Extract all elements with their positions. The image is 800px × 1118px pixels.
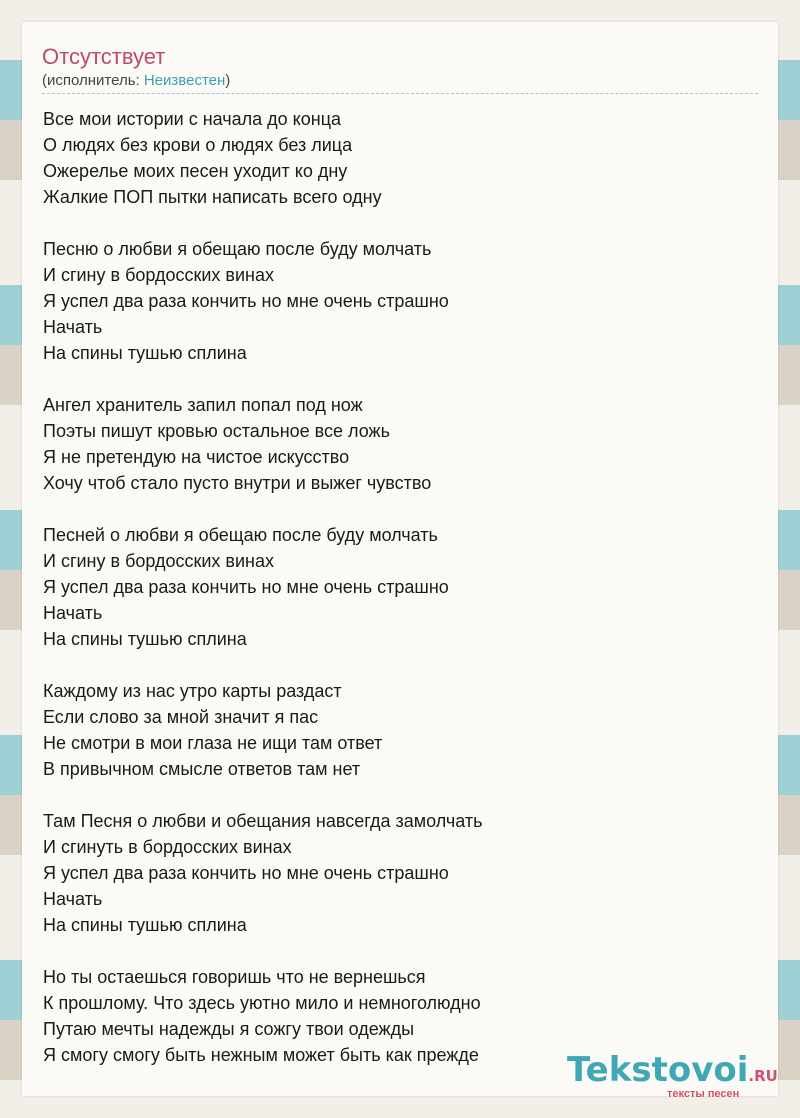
lyrics-line: Там Песня о любви и обещания навсегда замолчать	[43, 811, 483, 831]
lyrics-line: Но ты остаешься говоришь что не вернешься	[43, 967, 426, 987]
lyrics-line: Не смотри в мои глаза не ищи там ответ	[43, 733, 383, 753]
lyrics-line: Я не претендую на чистое искусство	[43, 447, 350, 467]
artist-line	[42, 72, 230, 89]
lyrics-line: Путаю мечты надежды я сожгу твои одежды	[43, 1019, 415, 1039]
lyrics-line: Начать	[43, 889, 103, 909]
lyrics-body	[43, 106, 753, 1094]
lyrics-line: Жалкие ПОП пытки написать всего одну	[43, 187, 382, 207]
logo-domain: .RU	[748, 1067, 778, 1085]
lyrics-line: И сгину в бордосских винах	[43, 265, 274, 285]
lyrics-line: В привычном смысле ответов там нет	[43, 759, 361, 779]
lyrics-stanza	[43, 106, 753, 210]
logo-wordmark: Tekstovoi	[567, 1050, 749, 1090]
title-divider	[42, 93, 758, 94]
lyrics-line: Начать	[43, 317, 103, 337]
artist-link[interactable]: Неизвестен	[143, 72, 226, 89]
lyrics-line: На спины тушью сплина	[43, 915, 247, 935]
lyrics-line: На спины тушью сплина	[43, 629, 247, 649]
lyrics-line: Песню о любви я обещаю после буду молчать	[43, 239, 432, 259]
lyrics-line: Хочу чтоб стало пусто внутри и выжег чувство	[43, 473, 432, 493]
lyrics-line: Я смогу смогу быть нежным может быть как прежде	[43, 1045, 479, 1065]
lyrics-line: Я успел два раза кончить но мне очень страшно	[43, 863, 449, 883]
lyrics-stanza	[43, 522, 753, 652]
lyrics-line: Поэты пишут кровью остальное все ложь	[43, 421, 390, 441]
lyrics-line: Все мои истории с начала до конца	[43, 109, 342, 129]
lyrics-line: Ожерелье моих песен уходит ко дну	[43, 161, 348, 181]
site-logo[interactable]	[567, 1050, 777, 1100]
lyrics-line: Ангел хранитель запил попал под нож	[43, 395, 363, 415]
lyrics-line: Каждому из нас утро карты раздаст	[43, 681, 342, 701]
lyrics-line: Я успел два раза кончить но мне очень страшно	[43, 291, 449, 311]
lyrics-line: Если слово за мной значит я пас	[43, 707, 319, 727]
lyrics-line: Песней о любви я обещаю после буду молчать	[43, 525, 438, 545]
artist-prefix: (исполнитель:	[42, 72, 144, 89]
lyrics-line: О людях без крови о людях без лица	[43, 135, 353, 155]
lyrics-stanza	[43, 236, 753, 366]
lyrics-line: И сгинуть в бордосских винах	[43, 837, 292, 857]
logo-tagline: тексты песен	[667, 1088, 740, 1100]
lyrics-stanza	[43, 678, 753, 782]
song-title: Отсутствует	[42, 44, 166, 69]
lyrics-stanza	[43, 392, 753, 496]
artist-suffix: )	[225, 72, 231, 89]
lyrics-line: Начать	[43, 603, 103, 623]
lyrics-line: Я успел два раза кончить но мне очень страшно	[43, 577, 449, 597]
lyrics-line: На спины тушью сплина	[43, 343, 247, 363]
lyrics-line: К прошлому. Что здесь уютно мило и немноголюдно	[43, 993, 481, 1013]
lyrics-line: И сгину в бордосских винах	[43, 551, 274, 571]
lyrics-stanza	[43, 808, 753, 938]
